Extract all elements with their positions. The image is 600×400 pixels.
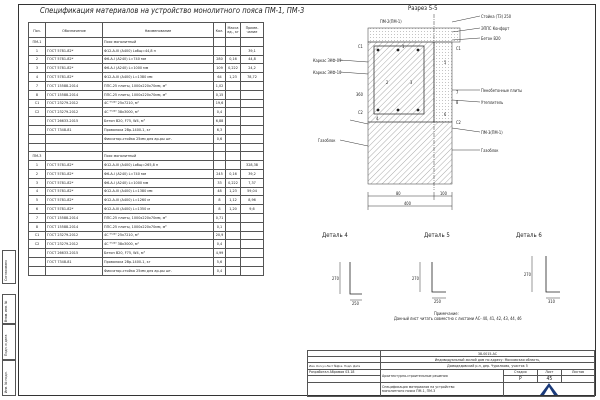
table-cell: Ф12-А-III (А400) Lобщ=44,8 п — [103, 46, 214, 55]
table-cell: Ф6-А-I (А240) L=1000 мм — [103, 64, 214, 73]
detail-5-dim-w: 250 — [434, 299, 441, 304]
table-cell: ППС-25 плиты, 1000х220х70мм, м³ — [103, 222, 214, 231]
table-cell: 6,88 — [214, 117, 226, 126]
pos-2: 2 — [386, 80, 389, 85]
table-cell: ГОСТ 15588-2014 — [46, 81, 103, 90]
header-designation: Обозначение — [46, 23, 103, 38]
table-cell: ПМ-3 — [29, 152, 46, 161]
table-cell: 7 — [29, 81, 46, 90]
table-cell: 6,3 — [214, 125, 226, 134]
header-note: Приме-чание — [241, 23, 264, 38]
table-cell: ГОСТ 5781-82* — [46, 64, 103, 73]
table-cell: С1 — [29, 99, 46, 108]
table-cell: С2 — [29, 108, 46, 117]
table-cell: 59,04 — [241, 187, 264, 196]
table-cell: Бетон В20, F75, W4, м³ — [103, 249, 214, 258]
detail-4-drawing — [340, 262, 362, 300]
insulation-strip — [434, 42, 452, 122]
table-cell: 0,15 — [214, 90, 226, 99]
table-cell: ГОСТ 7348-81 — [46, 125, 103, 134]
table-cell: Пояс монолитный — [103, 38, 214, 47]
label-armature1: Каркас ЗКФ-09- — [313, 58, 343, 63]
table-cell: Бетон В20, F75, W4, м³ — [103, 117, 214, 126]
table-cell: Проволока 2Вр-1400-1, кг — [103, 257, 214, 266]
table-cell: ГОСТ 5781-82* — [46, 161, 103, 170]
table-cell: Пояс монолитный — [103, 152, 214, 161]
stamp-object-2: Домодедовский р-н, дер. Чурилково, участок 5 — [381, 363, 595, 369]
note-title: Примечание: — [434, 311, 459, 316]
dim-80: 80 — [396, 191, 401, 196]
table-cell: 4С ⁶ᴬ²⁴⁰ 38х3000, м² — [103, 240, 214, 249]
detail-5-dim-h: 270 — [412, 276, 419, 281]
stamp-stage-label: Стадия — [504, 369, 538, 375]
stamp-cols: Изм. Кол.уч Лист №Док. Подп. Дата — [308, 363, 381, 369]
table-cell: ГОСТ 23279-2012 — [46, 99, 103, 108]
table-cell: Ф6-А-I (А240) L=1000 мм — [103, 178, 214, 187]
table-cell: 44,8 — [241, 55, 264, 64]
table-cell: Ф12-А-III (А400) L=1380 мм — [103, 187, 214, 196]
table-cell: 0,4 — [214, 108, 226, 117]
table-cell: 39,1 — [241, 46, 264, 55]
table-cell: 5 — [29, 196, 46, 205]
table-cell: ГОСТ 15588-2014 — [46, 90, 103, 99]
table-cell: 4 — [29, 187, 46, 196]
table-cell: ППС-25 плиты, 1000х220х70мм, м³ — [103, 81, 214, 90]
table-cell: ГОСТ 5781-82* — [46, 196, 103, 205]
table-cell: Ф12-А-III (А400) L=1350 м — [103, 205, 214, 214]
table-cell: ПМ-1 — [29, 38, 46, 47]
table-cell: 4 — [29, 73, 46, 82]
dim-400: 400 — [404, 201, 411, 206]
table-cell: 33 — [214, 178, 226, 187]
table-cell: 2 — [29, 169, 46, 178]
table-cell: ГОСТ 23279-2012 — [46, 108, 103, 117]
pos-c2: С2 — [358, 110, 363, 115]
label-stand: Стойка (ТЗ) 250 — [481, 14, 511, 19]
stamp-object: Индивидуальный жилой дом по адресу: Московская область, — [381, 357, 595, 363]
stamp-sheets-label: Листов — [562, 369, 595, 375]
table-cell: 8 — [214, 205, 226, 214]
table-cell: 78,72 — [241, 73, 264, 82]
table-cell: 1,02 — [214, 81, 226, 90]
table-cell: 64 — [214, 73, 226, 82]
table-cell: 2 — [29, 55, 46, 64]
spec-title: Спецификация материалов на устройство монолитного пояса ПМ-1, ПМ-3 — [40, 6, 305, 15]
stamp-stage: Р — [504, 375, 538, 382]
table-cell: 0,71 — [214, 213, 226, 222]
stamp-sheet: 45 — [537, 375, 561, 382]
table-cell: 7 — [29, 213, 46, 222]
table-cell: 3 — [29, 64, 46, 73]
gas-block — [368, 122, 452, 184]
pos-1: 1 — [402, 44, 405, 49]
table-cell: 4С ⁶ᴬ²⁴⁰ 38х3000, м² — [103, 108, 214, 117]
table-cell: ГОСТ 5781-82* — [46, 187, 103, 196]
detail-6-title: Деталь 6 — [516, 232, 542, 239]
table-cell: ГОСТ 26633-2015 — [46, 117, 103, 126]
detail-5-drawing — [420, 262, 446, 298]
table-cell: Ф12-А-III (А400) Lобщ=265,8 п — [103, 161, 214, 170]
pos-4: 4 — [376, 116, 379, 121]
table-cell: 9,6 — [241, 205, 264, 214]
table-cell: 5,6 — [214, 257, 226, 266]
table-cell: 1,12 — [226, 196, 241, 205]
table-cell: 3 — [29, 178, 46, 187]
table-cell: ГОСТ 5781-82* — [46, 73, 103, 82]
table-cell: 0,16 — [226, 55, 241, 64]
table-cell: 39,2 — [241, 169, 264, 178]
table-cell: ГОСТ 23279-2012 — [46, 240, 103, 249]
pos-3: 3 — [410, 80, 413, 85]
sidebar-label-replace: Взам. инв. № — [4, 300, 8, 322]
table-cell: 0,4 — [214, 240, 226, 249]
label-pm3: ПМ-3(ПМ-1) — [481, 130, 503, 135]
note-text: Данный лист читать совместно с листами АС- 40, 41, 42, 43, 44, 46 — [394, 316, 522, 321]
table-cell: 6 — [29, 205, 46, 214]
stamp-sheet-title: Спецификация материалов на устройство монолитного пояса ПМ-1, ПМ-3 — [381, 382, 504, 396]
table-cell: ГОСТ 23279-2012 — [46, 231, 103, 240]
label-pm2: ПМ-2(ПМ-1) — [380, 19, 402, 24]
title-block — [307, 350, 595, 395]
table-cell: 0,4 — [214, 266, 226, 275]
table-cell: 4С ⁶ᴬ²⁴⁰ 25х7210, м² — [103, 231, 214, 240]
table-cell: 1 — [29, 46, 46, 55]
slab-top — [368, 28, 460, 42]
pos-5: 5 — [444, 60, 447, 65]
label-concrete: Бетон В20 — [481, 36, 501, 41]
stamp-code: 38-0015-АС — [381, 351, 595, 357]
table-cell: 8 — [214, 196, 226, 205]
detail-4-dim-w: 250 — [352, 301, 359, 306]
dim-100: 100 — [440, 191, 447, 196]
sidebar-label-inv: Инв. № подл. — [4, 371, 8, 393]
table-cell: 1,20 — [226, 205, 241, 214]
pos-6: 6 — [444, 112, 447, 117]
table-cell: 8 — [29, 90, 46, 99]
table-cell: Фиксатор-стойка 25мм для ар-ры шт. — [103, 134, 214, 143]
table-cell: 0,222 — [226, 178, 241, 187]
table-cell: 280 — [214, 55, 226, 64]
table-cell: 24,2 — [241, 64, 264, 73]
label-gasblock-2: Газоблок — [481, 148, 499, 153]
header-pos: Поз. — [29, 23, 46, 38]
pos-7: 7 — [456, 90, 459, 95]
stamp-sheet-label: Лист — [537, 369, 561, 375]
table-cell: 7,37 — [241, 178, 264, 187]
table-cell: ППС-25 плиты, 1000х220х70мм, м³ — [103, 90, 214, 99]
table-cell: 20,9 — [214, 231, 226, 240]
pos-c1-2: С1 — [456, 46, 461, 51]
table-cell: ГОСТ 15588-2014 — [46, 213, 103, 222]
table-cell: Ф12-А-III (А400) L=1380 мм — [103, 73, 214, 82]
table-cell: 4,99 — [214, 249, 226, 258]
table-cell: Ф12-А-III (А400) L=1260 м — [103, 196, 214, 205]
table-cell: 0,6 — [214, 134, 226, 143]
table-cell: ГОСТ 5781-82* — [46, 169, 103, 178]
label-insulation: Утеплитель — [481, 100, 504, 105]
table-cell: Ф6-А-I (А240) L=740 мм — [103, 169, 214, 178]
table-cell: ППС-25 плиты, 1000х220х70мм, м³ — [103, 213, 214, 222]
section-title: Разрез 5-5 — [408, 5, 438, 12]
detail-6-dim-w: 310 — [548, 299, 555, 304]
table-cell: 0,222 — [226, 64, 241, 73]
dim-360: 360 — [356, 92, 363, 97]
table-cell: 0,16 — [226, 169, 241, 178]
header-mass: Масса ед., кг — [226, 23, 241, 38]
table-cell: 8 — [29, 222, 46, 231]
detail-6-drawing — [532, 256, 560, 298]
pos-8: 8 — [456, 100, 459, 105]
stamp-section-name: Архитектурно-строительные решения — [381, 369, 504, 382]
table-cell: 8,96 — [241, 196, 264, 205]
company-logo — [504, 382, 595, 396]
header-qty: Кол. — [214, 23, 226, 38]
detail-4-dim-h: 270 — [332, 276, 339, 281]
table-cell: ГОСТ 5781-82* — [46, 178, 103, 187]
table-cell: Фиксатор-стойка 25мм для ар-ры шт. — [103, 266, 214, 275]
table-cell: Ф6-А-I (А240) L=740 мм — [103, 55, 214, 64]
label-armature2: Каркас ЗКФ-10 — [313, 70, 342, 75]
pos-c2-2: С2 — [456, 120, 461, 125]
table-cell: 245 — [214, 169, 226, 178]
table-cell: 48 — [214, 187, 226, 196]
table-cell: 1,23 — [226, 73, 241, 82]
triangle-logo-icon — [540, 383, 558, 395]
table-cell: 328,38 — [241, 161, 264, 170]
sidebar-label-agreed: Согласовано — [4, 259, 8, 281]
label-gasblock: Газоблок — [318, 138, 336, 143]
table-cell: С2 — [29, 240, 46, 249]
table-cell: ГОСТ 26633-2015 — [46, 249, 103, 258]
table-cell: ГОСТ 5781-82* — [46, 205, 103, 214]
table-cell: ГОСТ 5781-82* — [46, 55, 103, 64]
label-plates: Пенобетонные плиты — [481, 88, 523, 93]
table-cell: 19,6 — [214, 99, 226, 108]
table-cell: Проволока 2Вр-1400-1, кг — [103, 125, 214, 134]
table-cell: С1 — [29, 231, 46, 240]
detail-4-title: Деталь 4 — [322, 232, 348, 239]
table-cell: 4С ⁶ᴬ²⁴⁰ 25х7210, м² — [103, 99, 214, 108]
table-cell: ГОСТ 15588-2014 — [46, 222, 103, 231]
label-epps: ЭППС Конфорт — [481, 26, 510, 31]
table-cell: 109 — [214, 64, 226, 73]
detail-6-dim-h: 270 — [524, 272, 531, 277]
table-cell: ГОСТ 7348-81 — [46, 257, 103, 266]
pos-c1: С1 — [358, 44, 363, 49]
table-cell: 0,1 — [214, 222, 226, 231]
header-name: Наименование — [103, 23, 214, 38]
stamp-role1: Разработал Абрамов 03.18 — [308, 369, 381, 375]
sidebar-label-sign: Подп. и дата — [4, 334, 8, 356]
table-cell: 1 — [29, 161, 46, 170]
detail-5-title: Деталь 5 — [424, 232, 450, 239]
table-cell: 1,23 — [226, 187, 241, 196]
table-cell: ГОСТ 5781-82* — [46, 46, 103, 55]
